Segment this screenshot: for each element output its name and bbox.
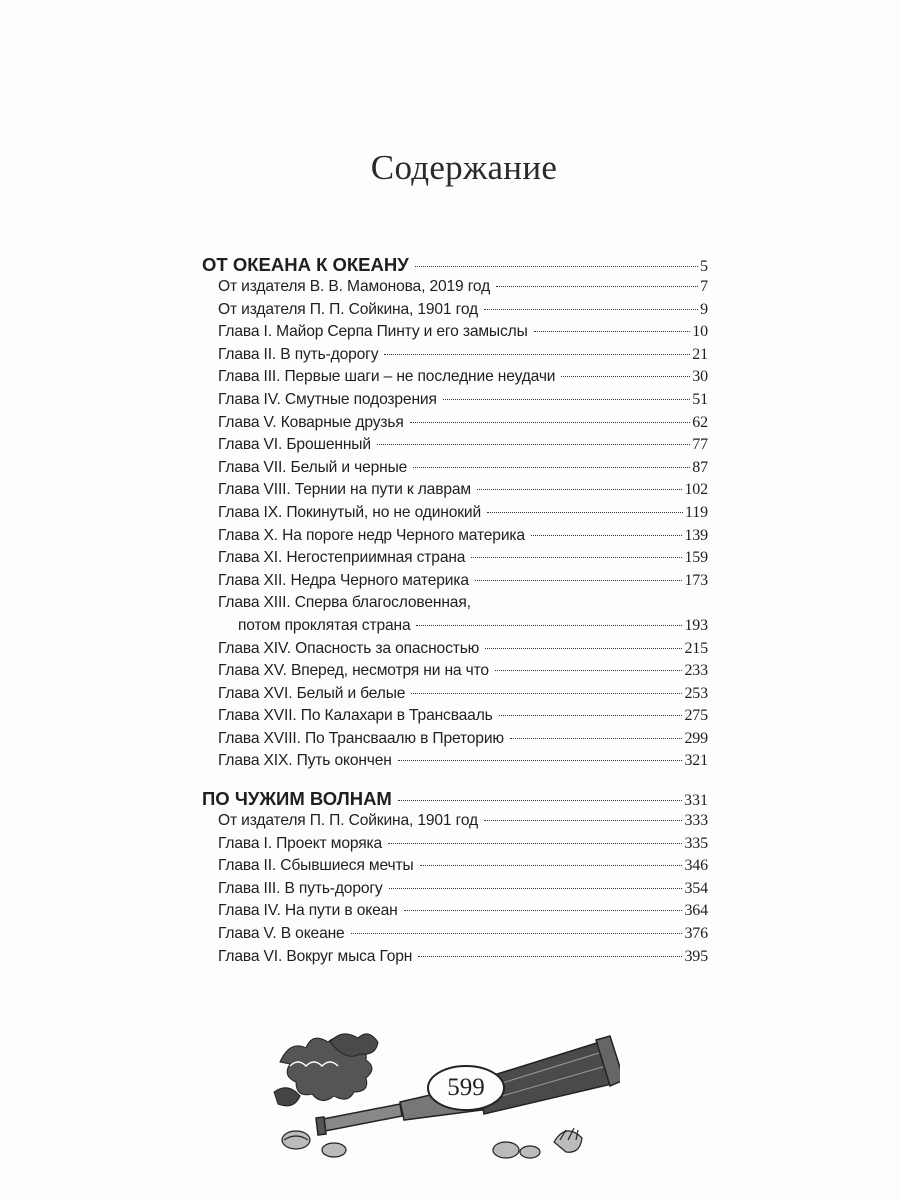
dot-leader <box>484 309 698 310</box>
dot-leader <box>510 738 683 739</box>
toc-entry <box>218 414 708 437</box>
dot-leader <box>484 820 682 821</box>
toc-entry <box>218 459 708 482</box>
toc-entry <box>218 481 708 504</box>
dot-leader <box>416 625 682 626</box>
dot-leader <box>389 888 683 889</box>
toc-entry <box>218 752 708 775</box>
toc-entry <box>218 572 708 595</box>
entry-page: 364 <box>684 902 708 920</box>
toc-entry <box>218 527 708 550</box>
dot-leader <box>410 422 691 423</box>
entry-page: 51 <box>692 390 708 408</box>
entry-title: Глава VI. Брошенный <box>218 436 371 454</box>
dot-leader <box>398 800 682 801</box>
toc-entry <box>218 925 708 948</box>
dot-leader <box>496 286 698 287</box>
entry-title: Глава I. Проект моряка <box>218 834 383 852</box>
entry-title: Глава X. На пороге недр Черного материка <box>218 526 525 544</box>
entry-page: 87 <box>692 458 708 476</box>
section-title: ОТ ОКЕАНА К ОКЕАНУ <box>202 254 409 275</box>
dot-leader <box>499 715 683 716</box>
dot-leader <box>418 956 682 957</box>
toc-entry <box>218 812 708 835</box>
toc-entry <box>238 617 708 640</box>
dot-leader <box>411 693 682 694</box>
dot-leader <box>495 670 682 671</box>
entry-title: Глава XIX. Путь окончен <box>218 752 392 770</box>
dot-leader <box>388 843 682 844</box>
entry-page: 321 <box>684 752 708 770</box>
dot-leader <box>487 512 683 513</box>
entry-title: Глава XVI. Белый и белые <box>218 684 406 702</box>
entry-title: Глава III. В путь-дорогу <box>218 879 383 897</box>
dot-leader <box>415 266 698 267</box>
entry-page: 346 <box>684 857 708 875</box>
entry-page: 233 <box>684 662 708 680</box>
toc-entry <box>218 730 708 753</box>
entry-page: 275 <box>684 707 708 725</box>
table-of-contents <box>196 254 708 970</box>
entry-title: Глава II. Сбывшиеся мечты <box>218 857 414 875</box>
entry-page: 159 <box>684 549 708 567</box>
entry-title: Глава IX. Покинутый, но не одинокий <box>218 503 482 521</box>
toc-entry <box>218 685 708 708</box>
entry-page: 7 <box>700 278 708 295</box>
entry-title: Глава VII. Белый и черные <box>218 458 408 476</box>
dot-leader <box>351 933 683 934</box>
entry-title: От издателя П. П. Сойкина, 1901 год <box>218 300 478 318</box>
entry-page: 10 <box>692 323 708 341</box>
dot-leader <box>485 648 682 649</box>
entry-title: Глава V. В океане <box>218 925 345 943</box>
toc-entry <box>218 707 708 730</box>
toc-entry <box>218 948 708 971</box>
dot-leader <box>534 331 691 332</box>
dot-leader <box>420 865 683 866</box>
section-heading <box>202 254 708 278</box>
toc-entry <box>218 278 708 301</box>
entry-title: Глава XII. Недра Черного материка <box>218 571 469 589</box>
dot-leader <box>471 557 682 558</box>
entry-page: 215 <box>684 639 708 657</box>
toc-entry <box>218 662 708 685</box>
toc-entry <box>218 640 708 663</box>
toc-entry <box>218 504 708 527</box>
entry-page: 77 <box>692 436 708 454</box>
toc-entry <box>218 301 708 324</box>
toc-entry <box>218 857 708 880</box>
entry-title: Глава IV. Смутные подозрения <box>218 390 437 408</box>
dot-leader <box>404 910 683 911</box>
toc-entry <box>218 436 708 459</box>
entry-title: Глава XV. Вперед, несмотря ни на что <box>218 662 489 680</box>
entry-page: 253 <box>684 684 708 702</box>
entry-title: Глава XIV. Опасность за опасностью <box>218 639 480 657</box>
entry-page: 21 <box>692 345 708 363</box>
entry-title: Глава I. Майор Серпа Пинту и его замыслы <box>218 323 528 341</box>
entry-title: От издателя В. В. Мамонова, 2019 год <box>218 278 491 295</box>
entry-title: Глава II. В путь-дорогу <box>218 345 379 363</box>
page-title: Содержание <box>370 148 558 187</box>
section-heading <box>202 788 708 812</box>
toc-entry <box>218 880 708 903</box>
entry-page: 335 <box>684 834 708 852</box>
toc-entry <box>218 346 708 369</box>
toc-entry <box>218 835 708 858</box>
toc-entry <box>218 902 708 925</box>
entry-title: Глава VIII. Тернии на пути к лаврам <box>218 481 471 499</box>
entry-page: 299 <box>684 729 708 747</box>
entry-page: 173 <box>684 571 708 589</box>
entry-title: Глава VI. Вокруг мыса Горн <box>218 947 413 965</box>
toc-entry <box>218 323 708 346</box>
dot-leader <box>413 467 690 468</box>
toc-entry <box>218 391 708 414</box>
page-number: 599 <box>447 1074 485 1101</box>
toc-entry <box>218 594 708 617</box>
entry-title: Глава XI. Негостеприимная страна <box>218 549 466 567</box>
dot-leader <box>384 354 690 355</box>
entry-title: Глава XVII. По Калахари в Трансвааль <box>218 707 493 725</box>
entry-title: Глава III. Первые шаги – не последние неудачи <box>218 368 556 386</box>
dot-leader <box>561 376 690 377</box>
entry-title: Глава XVIII. По Трансваалю в Преторию <box>218 729 504 747</box>
entry-page: 102 <box>684 481 708 499</box>
entry-page: 119 <box>685 503 708 521</box>
entry-title: Глава IV. На пути в океан <box>218 902 398 920</box>
entry-page: 62 <box>692 413 708 431</box>
entry-title: потом проклятая страна <box>238 616 411 634</box>
toc-entry <box>218 549 708 572</box>
toc-entry <box>218 368 708 391</box>
entry-title: Глава XIII. Сперва благословенная, <box>218 594 471 612</box>
entry-page: 376 <box>684 925 708 943</box>
dot-leader <box>475 580 683 581</box>
entry-page: 30 <box>692 368 708 386</box>
entry-page: 9 <box>700 300 708 318</box>
section-page: 331 <box>684 792 708 810</box>
dot-leader <box>443 399 691 400</box>
dot-leader <box>377 444 690 445</box>
entry-page: 139 <box>684 526 708 544</box>
entry-page: 395 <box>684 947 708 965</box>
entry-page: 193 <box>684 616 708 634</box>
dot-leader <box>398 760 683 761</box>
entry-page: 333 <box>684 812 708 830</box>
entry-title: Глава V. Коварные друзья <box>218 413 404 431</box>
entry-page: 354 <box>684 879 708 897</box>
dot-leader <box>477 489 682 490</box>
dot-leader <box>531 535 683 536</box>
section-title: ПО ЧУЖИМ ВОЛНАМ <box>202 788 392 810</box>
section-page: 5 <box>700 258 708 275</box>
entry-title: От издателя П. П. Сойкина, 1901 год <box>218 812 478 830</box>
